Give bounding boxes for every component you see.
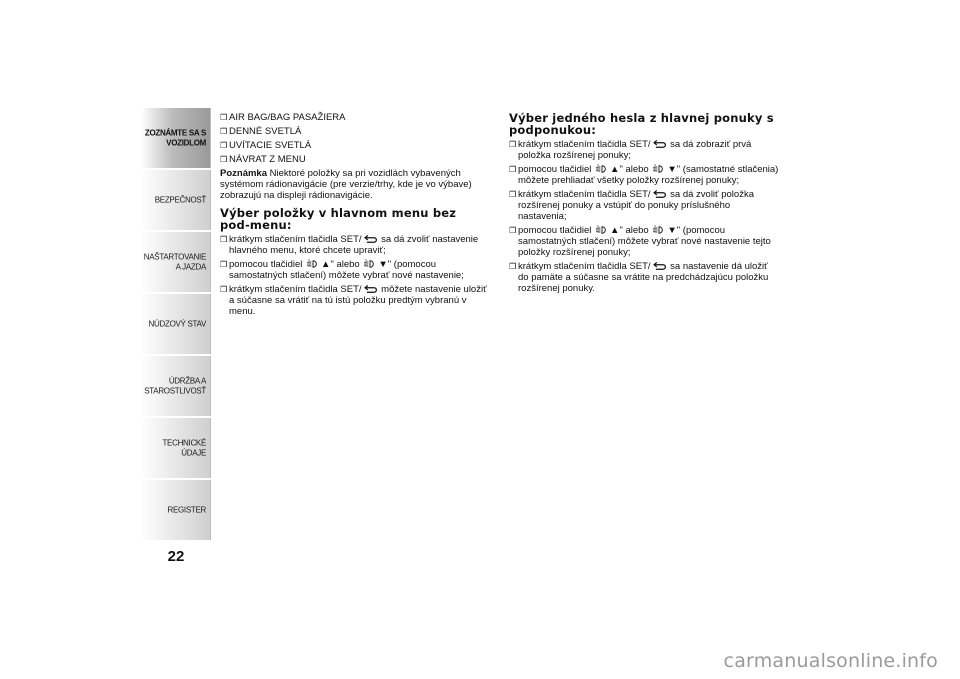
list-item: ❒ DENNÉ SVETLÁ: [220, 126, 302, 137]
note-text: Niektoré položky sa pri vozidlách vybavených systémom rádionavigácie (pre verzie/trhy, kde je vo výbave) zobrazujú na displeji rádionavigácie.: [220, 168, 472, 201]
tab-label: TECHNICKÉ ÚDAJE: [162, 438, 206, 457]
light-icon: [652, 164, 666, 174]
checkbox-bullet-icon: ❒: [509, 140, 517, 149]
list-item: ❒ krátkym stlačením tlačidla SET/ sa dá zvoliť položka rozšírenej ponuky a vstúpiť do ponuky príslušného nastavenia;: [509, 189, 754, 222]
triangle-down-icon: ▼: [667, 164, 677, 175]
note-label: Poznámka: [220, 168, 267, 179]
section-heading: Výber položky v hlavnom menu bez pod-menu:: [220, 206, 457, 232]
checkbox-bullet-icon: ❒: [509, 262, 517, 271]
light-icon: [595, 164, 609, 174]
checkbox-bullet-icon: ❒: [220, 127, 228, 136]
tab-register[interactable]: [141, 480, 211, 540]
tab-label: BEZPEČNOSŤ: [154, 195, 206, 205]
checkbox-bullet-icon: ❒: [220, 260, 228, 269]
checkbox-bullet-icon: ❒: [509, 190, 517, 199]
triangle-up-icon: ▲: [321, 259, 331, 270]
checkbox-bullet-icon: ❒: [220, 141, 228, 150]
checkbox-bullet-icon: ❒: [220, 235, 228, 244]
list-item: ❒ pomocou tlačidiel ▲" alebo ▼" (pomocou samostatných stlačení) môžete vybrať nové nastavenie tejto položky rozšírenej ponuky;: [509, 225, 771, 258]
tab-nudzovy-stav[interactable]: [141, 294, 211, 354]
checkbox-bullet-icon: ❒: [220, 113, 228, 122]
list-item: ❒ AIR BAG/BAG PASAŽIERA: [220, 112, 346, 123]
return-icon: [652, 190, 667, 199]
note: [220, 168, 490, 201]
list-item: ❒ krátkym stlačením tlačidla SET/ môžete nastavenie uložiť a súčasne sa vrátiť na tú istú položku predtým vybranú v menu.: [220, 284, 487, 317]
tab-label: ZOZNÁMTE SA S VOZIDLOM: [144, 128, 206, 147]
checkbox-bullet-icon: ❒: [220, 285, 228, 294]
triangle-down-icon: ▼: [378, 259, 388, 270]
triangle-up-icon: ▲: [610, 225, 620, 236]
tab-nastartovanie-a-jazda[interactable]: [141, 232, 211, 292]
list-item: ❒ NÁVRAT Z MENU: [220, 154, 306, 165]
list-item: ❒ pomocou tlačidiel ▲" alebo ▼" (pomocou samostatných stlačení) môžete vybrať nové nastavenie;: [220, 259, 464, 281]
return-icon: [652, 140, 667, 149]
list-item: ❒ krátkym stlačením tlačidla SET/ sa dá zvoliť nastavenie hlavného menu, ktoré chcete upraviť;: [220, 234, 479, 256]
light-icon: [595, 225, 609, 235]
return-icon: [652, 262, 667, 271]
chapter-sidebar: [141, 108, 211, 542]
watermark: carmanualsonline.info: [723, 650, 938, 672]
list-item: ❒ pomocou tlačidiel ▲" alebo ▼" (samostatné stlačenia) môžete prehliadať všetky položky rozšírenej ponuky;: [509, 164, 779, 186]
light-icon: [306, 259, 320, 269]
tab-label: NAŠTARTOVANIE A JAZDA: [143, 252, 206, 271]
return-icon: [363, 285, 378, 294]
checkbox-bullet-icon: ❒: [509, 226, 517, 235]
checkbox-bullet-icon: ❒: [220, 155, 228, 164]
light-icon: [652, 225, 666, 235]
return-icon: [363, 235, 378, 244]
light-icon: [363, 259, 377, 269]
left-column: [220, 112, 490, 320]
list-item: ❒ UVÍTACIE SVETLÁ: [220, 140, 312, 151]
tab-label: REGISTER: [167, 505, 206, 515]
right-column: [509, 112, 779, 297]
tab-label: NÚDZOVÝ STAV: [148, 319, 206, 329]
tab-label: ÚDRŽBA A STAROSTLIVOSŤ: [144, 376, 206, 395]
tab-bezpecnost[interactable]: [141, 170, 211, 230]
section-heading: Výber jedného hesla z hlavnej ponuky s podponukou:: [509, 111, 774, 137]
tab-udrzba-a-starostlivost[interactable]: [141, 356, 211, 416]
checkbox-bullet-icon: ❒: [509, 165, 517, 174]
triangle-up-icon: ▲: [610, 164, 620, 175]
tab-technicke-udaje[interactable]: [141, 418, 211, 478]
page-number: 22: [167, 548, 185, 565]
list-item: ❒ krátkym stlačením tlačidla SET/ sa nastavenie dá uložiť do pamäte a súčasne sa vrátite na predchádzajúcu položku rozšírenej ponuky.: [509, 261, 769, 294]
triangle-down-icon: ▼: [667, 225, 677, 236]
list-item: ❒ krátkym stlačením tlačidla SET/ sa dá zobraziť prvá položka rozšírenej ponuky;: [509, 139, 752, 161]
tab-zoznamte-sa-s-vozidlom[interactable]: [141, 108, 211, 168]
